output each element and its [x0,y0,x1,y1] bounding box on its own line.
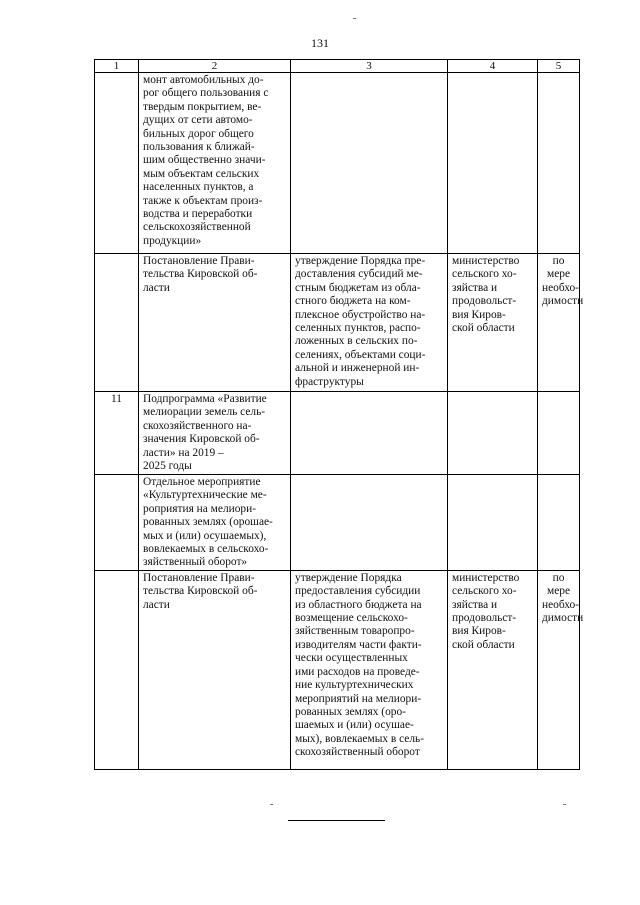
column-header-1: 1 [95,60,139,73]
text-line: стного бюджета на ком- [295,295,411,308]
row-number [95,73,139,254]
text-line: министерство [452,255,520,267]
text-line: стным бюджетам из обла- [295,281,421,294]
text-line: монт автомобильных до- [143,74,264,86]
text-line: необхо- [542,598,579,611]
text-line: ласти» на 2019 – [143,446,224,459]
deadline [538,254,584,392]
text-line: по мере [546,571,570,598]
text-line: чески осуществленных [295,652,408,665]
table-row [95,73,580,254]
scan-speck [353,18,356,19]
measures-table [94,59,584,770]
measure-name [139,475,291,571]
text-line: скохозяйственный оборот [295,746,420,759]
text-line: димости [542,295,584,308]
text-line: ложенных в сельских по- [295,335,418,348]
executor [448,570,538,769]
text-line: утверждение Порядка [295,571,402,584]
table-row [95,475,580,571]
deadline [538,392,580,475]
text-line: значения Кировской об- [143,433,260,446]
column-number-row [95,60,580,73]
column-header-5: 5 [538,60,580,73]
text-line: также к объектам произ- [143,194,263,207]
text-line: пользования к ближай- [143,141,255,154]
text-line: ими расходов на проведе- [295,665,420,678]
text-line: министерство [452,571,520,584]
column-header-2: 2 [139,60,291,73]
text-line: плексное обустройство на- [295,308,426,321]
text-line: населенных пунктов, а [143,181,254,194]
text-line: продукции» [143,234,202,247]
measure-name [139,392,291,475]
text-line: ласти [143,598,170,611]
text-line: продовольст- [452,295,517,308]
text-line: сельского хо- [452,585,517,598]
text-line: роприятия на мелиори- [143,502,256,515]
scan-speck [563,804,566,805]
measure-name [139,254,291,392]
column-header-4: 4 [448,60,538,73]
text-line: скохозяйственного на- [143,419,252,432]
deadline [538,73,580,254]
act-content [291,570,448,769]
text-line: селенных пунктов, распо- [295,322,421,335]
scan-speck [270,804,273,805]
text-line: вия Киров- [452,308,506,321]
text-line: предоставления субсидии [295,585,421,598]
text-line: шаемых и (или) осушае- [295,719,414,732]
deadline [538,475,580,571]
text-line: вовлекаемых в сельскохо- [143,543,269,556]
row-number [95,475,139,571]
text-line: мых и (или) осушаемых), [143,529,267,542]
column-header-3: 3 [291,60,448,73]
text-line: водства и переработки [143,208,253,221]
text-line: изводителям части факти- [295,638,422,651]
text-line: зяйственный оборот» [143,556,248,569]
text-line: Отдельное мероприятие [143,476,261,488]
text-line: шим общественно значи- [143,154,266,167]
text-line: из областного бюджета на [295,598,422,611]
text-line: тельства Кировской об- [143,585,258,598]
page-number: 131 [311,36,329,50]
text-line: бильных дорог общего [143,127,254,140]
executor [448,73,538,254]
act-content [291,73,448,254]
text-line: по мере [546,255,570,281]
table-row [95,570,580,769]
text-line: зяйства и [452,281,498,294]
deadline [538,570,584,769]
row-number [95,570,139,769]
text-line: альной и инженерной ин- [295,362,420,375]
text-line: селениях, объектами соци- [295,348,426,361]
text-line: ние культуртехнических [295,679,414,692]
text-line: мых), вовлекаемых в сель- [295,732,425,745]
row-number: 11 [95,392,139,475]
executor [448,475,538,571]
text-line: «Культуртехнические ме- [143,489,267,502]
text-line: твердым покрытием, ве- [143,100,262,113]
executor [448,254,538,392]
text-line: дущих от сети автомо- [143,114,253,127]
act-content [291,392,448,475]
text-line: мероприятий на мелиори- [295,692,422,705]
table-row [95,392,580,475]
text-line: утверждение Порядка пре- [295,255,426,267]
text-line: доставления субсидий ме- [295,268,423,281]
text-line: димости [542,612,584,625]
text-line: тельства Кировской об- [143,268,258,281]
text-line: сельского хо- [452,268,517,281]
text-line: рованных землях (оро- [295,705,406,718]
measure-name [139,73,291,254]
text-line: зяйственным товаропро- [295,625,415,638]
text-line: мым объектам сельских [143,167,260,180]
text-line: ской области [452,322,515,335]
text-line: Постановление Прави- [143,571,255,584]
closing-line [288,820,385,821]
text-line: продовольст- [452,612,517,625]
act-content [291,254,448,392]
text-line: фраструктуры [295,375,364,388]
text-line: рог общего пользования с [143,87,269,100]
table-row [95,254,580,392]
text-line: необхо- [542,281,579,294]
text-line: вия Киров- [452,625,506,638]
text-line: Постановление Прави- [143,255,255,267]
measure-name [139,570,291,769]
text-line: Подпрограмма «Развитие [143,393,267,405]
act-content [291,475,448,571]
text-line: возмещение сельскохо- [295,612,408,625]
text-line: 2025 годы [143,460,192,473]
text-line: мелиорации земель сель- [143,406,266,419]
text-line: рованных землях (орошае- [143,516,273,529]
text-line: сельскохозяйственной [143,221,251,234]
text-line: ласти [143,281,170,294]
text-line: зяйства и [452,598,498,611]
executor [448,392,538,475]
text-line: ской области [452,638,515,651]
row-number [95,254,139,392]
